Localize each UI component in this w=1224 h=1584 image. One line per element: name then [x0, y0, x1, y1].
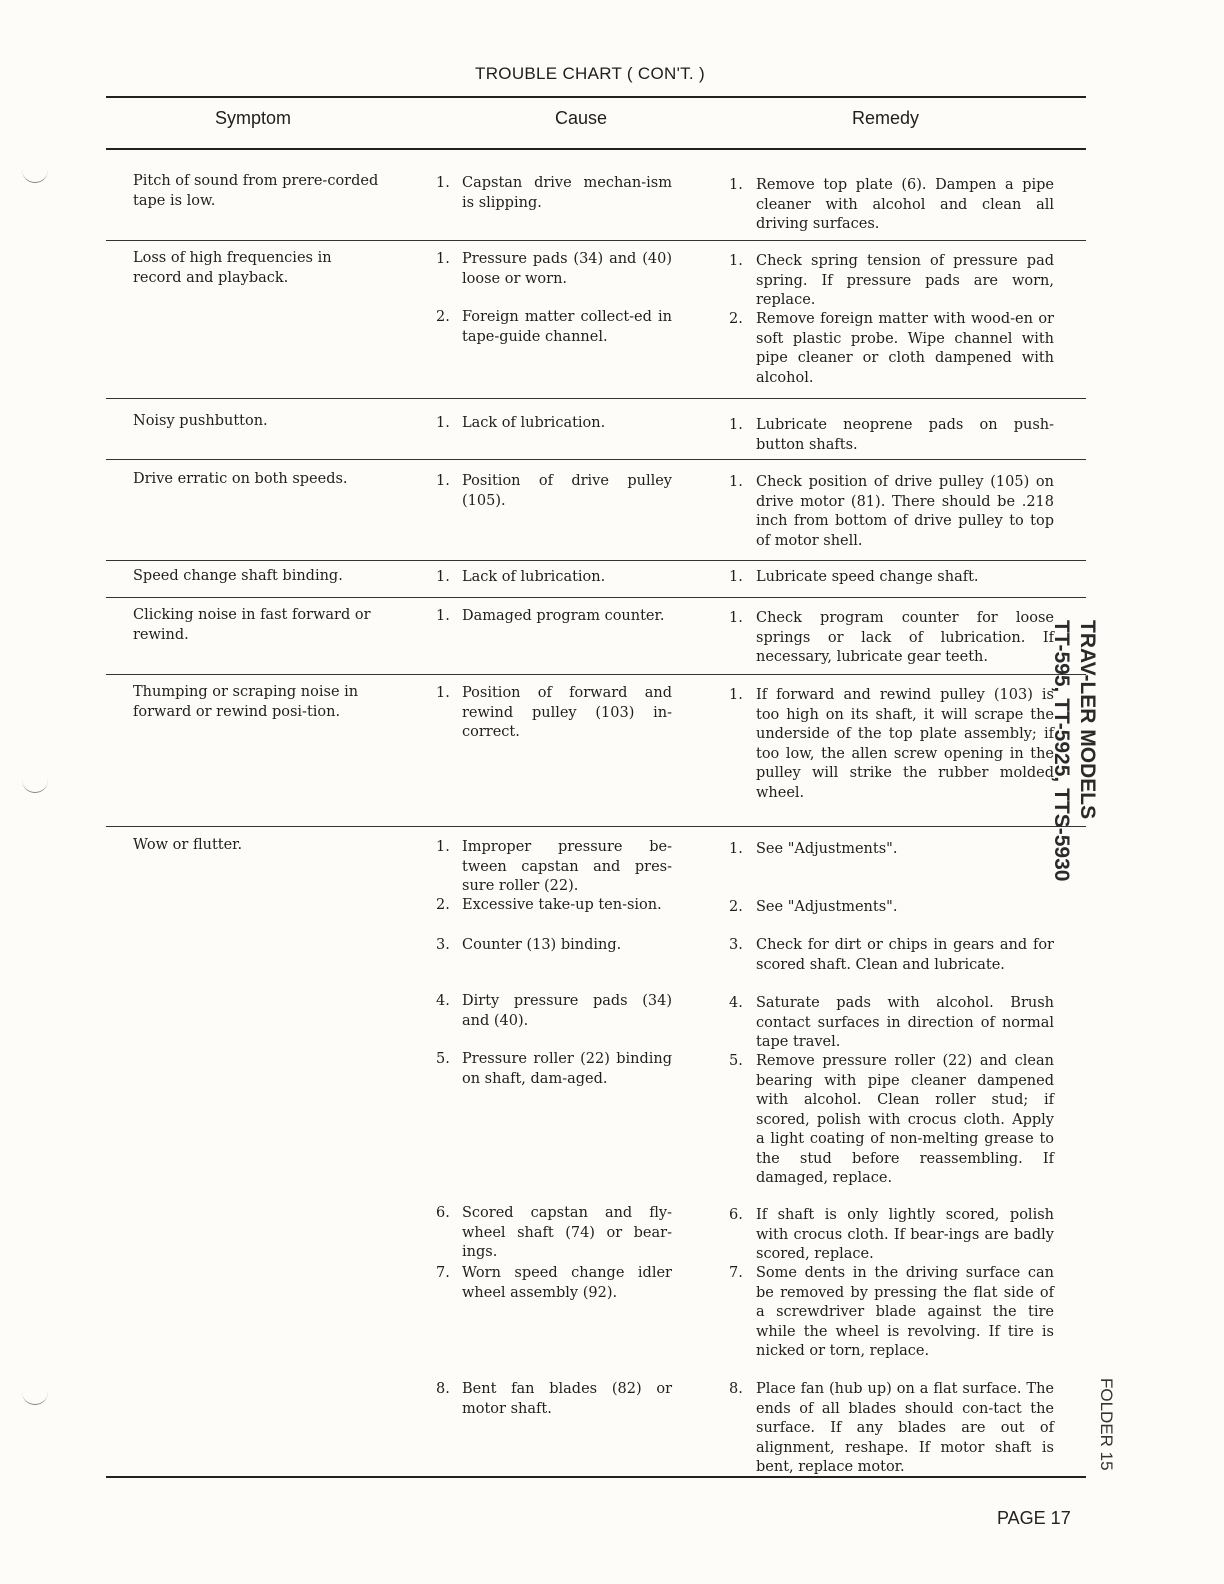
remedy-text: If shaft is only lightly scored, polish with crocus cloth. If bear-ings are badly scored, replace.: [756, 1207, 1054, 1262]
item-number: 2.: [436, 309, 450, 325]
item-number: 7.: [436, 1265, 450, 1281]
binder-mark: [22, 778, 48, 793]
cause-text: Dirty pressure pads (34) and (40).: [462, 993, 672, 1029]
cause-text: Position of forward and rewind pulley (103) in-correct.: [462, 685, 672, 740]
item-number: 1.: [436, 608, 450, 624]
item-number: 1.: [436, 175, 450, 191]
page-number: PAGE 17: [997, 1508, 1071, 1528]
remedy-text: Check program counter for loose springs or lack of lubrication. If necessary, lubricate gear teeth.: [756, 610, 1054, 665]
item-number: 4.: [729, 995, 743, 1011]
remedy-text: Place fan (hub up) on a flat surface. The ends of all blades should con-tact the surface. If any blades are out of alignment, reshape. If motor shaft is bent, replace motor.: [756, 1381, 1054, 1475]
rule-header: [106, 148, 1086, 150]
cause-text: Lack of lubrication.: [462, 415, 606, 431]
row-divider: [106, 826, 1086, 827]
cause-text: Worn speed change idler wheel assembly (92).: [462, 1265, 672, 1301]
binder-mark: [22, 168, 48, 183]
item-number: 3.: [436, 937, 450, 953]
item-number: 1.: [729, 474, 743, 490]
symptom-text: Thumping or scraping noise in forward or rewind posi-tion.: [133, 684, 359, 720]
cause-text: Excessive take-up ten-sion.: [462, 897, 662, 913]
cause-text: Counter (13) binding.: [462, 937, 622, 953]
header-remedy: Remedy: [852, 108, 920, 128]
remedy-text: If forward and rewind pulley (103) is too high on its shaft, it will scrape the underside of the top plate assembly; if too low, the allen screw opening in the pulley will strike the rubber molded wheel.: [756, 687, 1054, 801]
item-number: 4.: [436, 993, 450, 1009]
row-divider: [106, 240, 1086, 241]
remedy-text: Some dents in the driving surface can be removed by pressing the flat side of a screwdriver blade against the tire while the wheel is revolving. If tire is nicked or torn, replace.: [756, 1265, 1054, 1359]
item-number: 2.: [436, 897, 450, 913]
cause-text: Improper pressure be-tween capstan and pres-sure roller (22).: [462, 839, 672, 894]
item-number: 1.: [729, 177, 743, 193]
item-number: 1.: [729, 610, 743, 626]
item-number: 8.: [436, 1381, 450, 1397]
item-number: 7.: [729, 1265, 743, 1281]
item-number: 1.: [729, 569, 743, 585]
remedy-text: See "Adjustments".: [756, 841, 898, 857]
cause-text: Pressure pads (34) and (40) loose or worn.: [462, 251, 672, 287]
symptom-text: Pitch of sound from prere-corded tape is low.: [133, 173, 379, 209]
remedy-text: Remove foreign matter with wood-en or soft plastic probe. Wipe channel with pipe cleaner or cloth dampened with alcohol.: [756, 311, 1054, 386]
cause-text: Position of drive pulley (105).: [462, 473, 672, 509]
row-divider: [106, 459, 1086, 460]
remedy-text: Lubricate speed change shaft.: [756, 569, 979, 585]
row-divider: [106, 398, 1086, 399]
item-number: 1.: [729, 841, 743, 857]
cause-text: Lack of lubrication.: [462, 569, 606, 585]
symptom-text: Noisy pushbutton.: [133, 413, 268, 429]
page-title: TROUBLE CHART ( CON'T. ): [475, 64, 705, 83]
remedy-text: Check spring tension of pressure pad spring. If pressure pads are worn, replace.: [756, 253, 1054, 308]
remedy-text: Saturate pads with alcohol. Brush contact surfaces in direction of normal tape travel.: [756, 995, 1054, 1050]
item-number: 1.: [436, 685, 450, 701]
remedy-text: Remove top plate (6). Dampen a pipe cleaner with alcohol and clean all driving surfaces.: [756, 177, 1054, 232]
header-symptom: Symptom: [215, 108, 292, 128]
item-number: 1.: [436, 839, 450, 855]
item-number: 3.: [729, 937, 743, 953]
rule-bottom: [106, 1476, 1086, 1478]
side-models-line: TRAV-LER MODELS: [1076, 620, 1099, 820]
remedy-text: Check position of drive pulley (105) on drive motor (81). There should be .218 inch from bottom of drive pulley to top of motor shell.: [756, 474, 1054, 549]
remedy-text: Check for dirt or chips in gears and for scored shaft. Clean and lubricate.: [756, 937, 1054, 973]
cause-text: Pressure roller (22) binding on shaft, dam-aged.: [462, 1051, 672, 1087]
header-cause: Cause: [555, 108, 608, 128]
symptom-text: Wow or flutter.: [133, 837, 243, 853]
side-models-line: TT-595, TT-5925, TTS-5930: [1050, 620, 1073, 882]
binder-mark: [22, 1390, 48, 1405]
item-number: 1.: [729, 687, 743, 703]
remedy-text: Lubricate neoprene pads on push-button shafts.: [756, 417, 1054, 453]
remedy-text: See "Adjustments".: [756, 899, 898, 915]
cause-text: Damaged program counter.: [462, 608, 665, 624]
rule-top: [106, 96, 1086, 98]
item-number: 1.: [436, 473, 450, 489]
item-number: 1.: [729, 417, 743, 433]
row-divider: [106, 560, 1086, 561]
item-number: 8.: [729, 1381, 743, 1397]
symptom-text: Loss of high frequencies in record and playback.: [133, 250, 332, 286]
symptom-text: Speed change shaft binding.: [133, 568, 343, 584]
item-number: 1.: [436, 415, 450, 431]
item-number: 1.: [729, 253, 743, 269]
item-number: 5.: [729, 1053, 743, 1069]
cause-text: Bent fan blades (82) or motor shaft.: [462, 1381, 672, 1417]
item-number: 1.: [436, 251, 450, 267]
row-divider: [106, 597, 1086, 598]
item-number: 2.: [729, 899, 743, 915]
item-number: 1.: [436, 569, 450, 585]
row-divider: [106, 674, 1086, 675]
cause-text: Foreign matter collect-ed in tape-guide channel.: [462, 309, 672, 345]
side-models-label: [1040, 620, 1100, 940]
symptom-text: Clicking noise in fast forward or rewind.: [133, 607, 371, 643]
cause-text: Capstan drive mechan-ism is slipping.: [462, 175, 672, 211]
remedy-text: Remove pressure roller (22) and clean bearing with pipe cleaner dampened with alcohol. Clean roller stud; if scored, polish with crocus cloth. Apply a light coating of non-melting grease to the stud before reassembling. If damaged, replace.: [756, 1053, 1054, 1186]
folder-label: FOLDER 15: [1097, 1378, 1116, 1471]
item-number: 5.: [436, 1051, 450, 1067]
item-number: 2.: [729, 311, 743, 327]
symptom-text: Drive erratic on both speeds.: [133, 471, 348, 487]
item-number: 6.: [436, 1205, 450, 1221]
item-number: 6.: [729, 1207, 743, 1223]
cause-text: Scored capstan and fly-wheel shaft (74) or bear-ings.: [462, 1205, 672, 1260]
